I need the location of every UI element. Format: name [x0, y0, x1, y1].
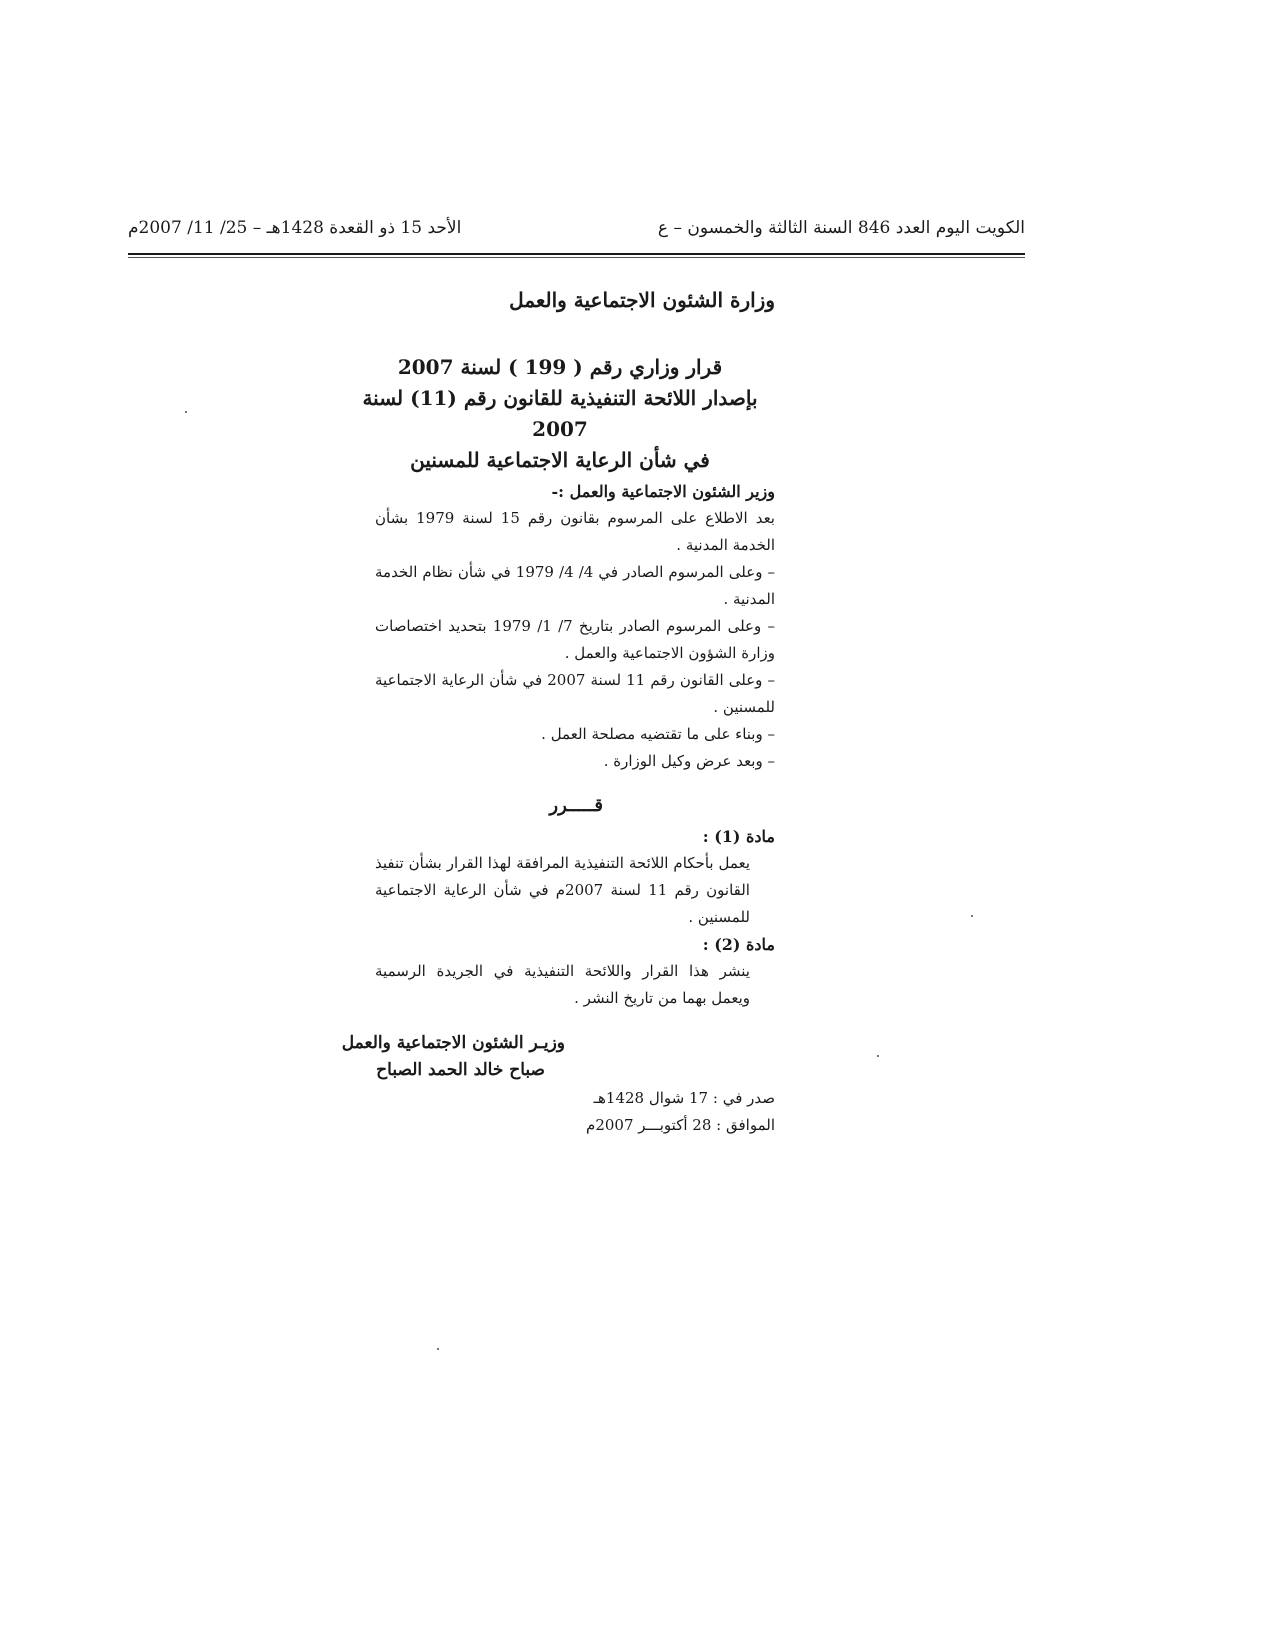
header-divider-thin — [128, 257, 1025, 258]
article-2-text: ينشر هذا القرار واللائحة التنفيذية في الجريدة الرسمية ويعمل بهما من تاريخ النشر . — [375, 962, 750, 1007]
decree-title — [350, 352, 770, 476]
preamble-item: – وعلى المرسوم الصادر في 4/ 4/ 1979 في شأن نظام الخدمة المدنية . — [375, 563, 776, 608]
scan-speck — [877, 1055, 879, 1057]
preamble-item: – وبعد عرض وكيل الوزارة . — [603, 752, 775, 770]
header-date: الأحد 15 ذو القعدة 1428هـ – 25/ 11/ 2007م — [128, 218, 462, 238]
article-2-title: مادة (2) : — [702, 935, 775, 954]
decided-heading: قـــــرر — [549, 795, 603, 816]
decree-title-line-3: في شأن الرعاية الاجتماعية للمسنين — [410, 448, 710, 472]
ministry-name: وزارة الشئون الاجتماعية والعمل — [509, 288, 775, 312]
header-issue-info: الكويت اليوم العدد 846 السنة الثالثة والخمسون – ع — [657, 218, 1025, 238]
articles — [375, 823, 775, 1012]
scan-speck — [437, 1348, 439, 1350]
page-header — [128, 218, 1025, 248]
issue-date-gregorian: الموافق : 28 أكتوبـــر 2007م — [586, 1116, 775, 1134]
preamble-item: – وعلى المرسوم الصادر بتاريخ 7/ 1/ 1979 بتحديد اختصاصات وزارة الشؤون الاجتماعية والعمل . — [375, 617, 775, 662]
preamble-item: – وبناء على ما تقتضيه مصلحة العمل . — [541, 725, 775, 743]
preamble-item: – وعلى القانون رقم 11 لسنة 2007 في شأن الرعاية الاجتماعية للمسنين . — [375, 671, 776, 716]
signatory-name: صباح خالد الحمد الصباح — [376, 1060, 545, 1080]
preamble — [375, 478, 775, 775]
decree-title-line-2: بإصدار اللائحة التنفيذية للقانون رقم (11) لسنة 2007 — [362, 386, 758, 441]
issue-date-hijri: صدر في : 17 شوال 1428هـ — [593, 1089, 775, 1107]
header-divider — [128, 253, 1025, 255]
signature-block — [342, 1030, 565, 1084]
decree-title-line-1: قرار وزاري رقم ( 199 ) لسنة 2007 — [397, 355, 723, 379]
signatory-role: وزيـر الشئون الاجتماعية والعمل — [341, 1033, 565, 1053]
issue-date-block — [586, 1085, 775, 1139]
preamble-item: بعد الاطلاع على المرسوم بقانون رقم 15 لسنة 1979 بشأن الخدمة المدنية . — [375, 509, 775, 554]
article-1-title: مادة (1) : — [702, 827, 775, 846]
scan-speck — [185, 411, 187, 413]
article-1-text: يعمل بأحكام اللائحة التنفيذية المرافقة لهذا القرار بشأن تنفيذ القانون رقم 11 لسنة 2007م في شأن الرعاية الاجتماعية للمسنين . — [375, 854, 750, 926]
preamble-intro: وزير الشئون الاجتماعية والعمل :- — [551, 482, 775, 501]
scan-speck — [971, 915, 973, 917]
